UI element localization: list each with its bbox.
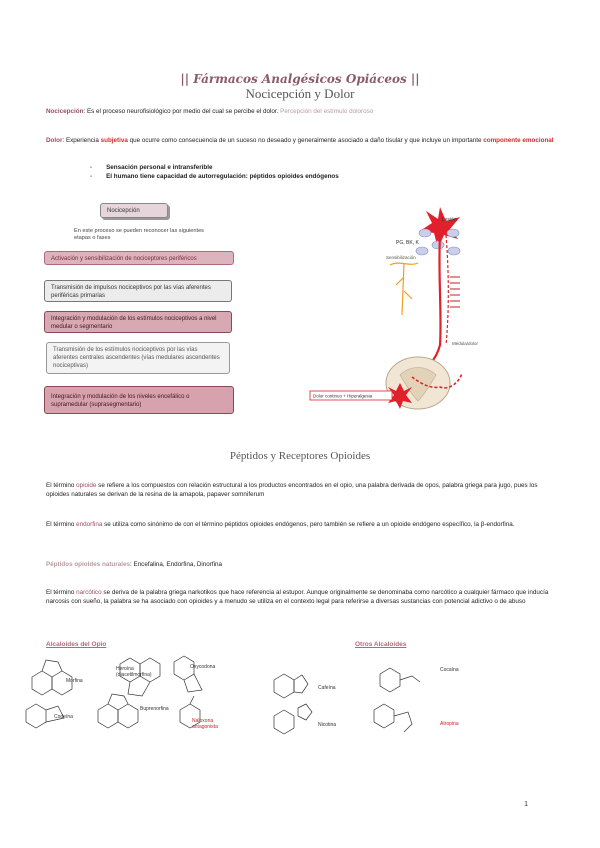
nociception-pathway-figure (300, 205, 510, 415)
chem-label-codeina: Codeína (54, 714, 73, 720)
chem-label-nicotina: Nicotina (318, 722, 337, 728)
dolor-text-b: que ocurre como consecuencia de un suceso no deseado y generalmente asociado a daño tisular y que incluye un importante (127, 137, 484, 144)
term-endorfina: endorfina (76, 521, 103, 528)
label-bottom: Dolor continuo + Hiperalgesia (313, 393, 373, 399)
chem-label-naloxona: Naloxona antagonista (192, 718, 218, 730)
nocicepcion-definition (46, 107, 566, 116)
chem-label-buprenorfina: Buprenorfina (140, 706, 169, 712)
dolor-term: Dolor (46, 137, 63, 144)
bullet-item: - Sensación personal e intransferible (90, 164, 213, 171)
mediator-cell (419, 229, 431, 237)
term-peptidos-naturales: Péptidos opioides naturales (46, 561, 130, 568)
mediator-cell (448, 247, 460, 255)
bullet-item: - El humano tiene capacidad de autorregulación: péptidos opioides endógenos (90, 173, 339, 180)
chem-label-oxycodona: Oxycodona (190, 664, 216, 670)
flow-step-1: Activación y sensibilización de nociceptores periféricos (44, 251, 234, 265)
flow-head-box (100, 203, 168, 218)
dolor-emocional: componente emocional (483, 137, 554, 144)
dolor-subjetiva: subjetiva (100, 137, 128, 144)
chem-label-atropina: Atropina (440, 721, 459, 727)
term-narcotico: narcótico (76, 589, 102, 596)
opium-alkaloids-heading: Alcaloides del Opio (46, 641, 107, 648)
label-medulla: Médula/dolor (452, 341, 479, 346)
flow-lead: En este proceso se pueden reconocer las siguientes etapas o fases (74, 228, 204, 241)
nocicepcion-tail: Percepción del estímulo doloroso (278, 108, 374, 115)
flow-step-5: Integración y modulación de los niveles encefálico o supramedular (suprasegmentario) (44, 386, 234, 414)
chem-label-cocaina: Cocaína (440, 667, 459, 673)
other-alkaloid-structures (262, 660, 462, 745)
paragraph-peptidos-naturales: Péptidos opioides naturales: Encefalina, Endorfina, Dinorfina (46, 561, 223, 568)
nocicepcion-term: Nocicepción (46, 108, 84, 115)
label-lesion: Lesión (442, 217, 457, 223)
mediator-cell (416, 247, 428, 255)
label-mediators: PG, BK, K (396, 240, 419, 246)
paragraph-narcotico: El término narcótico se deriva de la palabra griega narkotikos que hace referencia al estupor. Aunque originalmente se denominaba como narcótico a cualquier fármaco que inducía narcosis con sueño, la palabra se ha asociado con opioides y a menudo se utiliza en el contexto legal para referirse a diversas sustancias con potencial adictivo o de abuso (46, 589, 549, 605)
label-sensitization: Sensibilización (386, 255, 416, 260)
mediator-cell (447, 229, 459, 237)
flow-head-label: Nocicepción (107, 208, 140, 214)
paragraph-opioide: El término opioide se refiere a los compuestos con relación estructural a los productos encontrados en el opio, una palabra derivada de opos, palabra griega para jugo, pues los opioides naturales se derivan de la resina de la amapola, papaver somniferum (46, 482, 538, 498)
other-alkaloids-heading: Otros Alcaloides (355, 641, 407, 648)
nocicepcion-text: : Es el proceso neurofisiológico por medio del cual se percibe el dolor. (83, 108, 279, 115)
page-subtitle: Nocicepción y Dolor (245, 86, 355, 101)
section-heading-peptidos: Péptidos y Receptores Opioides (229, 450, 371, 462)
paragraph-endorfina: El término endorfina se utiliza como sinónimo de con el término péptidos opioides endógenos, pero también se refiere a un opioide endógeno específico, la β-endorfina. (46, 521, 515, 528)
dolor-text-a: : Experiencia (62, 137, 101, 144)
chem-label-morfina: Morfina (66, 678, 83, 684)
mediator-cell (432, 241, 444, 249)
chem-label-heroina: Heroína (diacetilmorfina) (116, 666, 152, 678)
flow-step-2: Transmisión de impulsos nociceptivos por las vías aferentes periféricas primarias (44, 280, 232, 302)
page-title: || Fármacos Analgésicos Opiáceos || (180, 72, 420, 86)
flow-step-3: Integración y modulación de los estímulos nociceptivos a nivel medular o segmentario (44, 311, 232, 333)
chem-label-cafeina: Cafeína (318, 685, 336, 691)
bullet-list (90, 163, 510, 181)
page-number: 1 (524, 801, 528, 808)
term-opioide: opioide (76, 482, 97, 489)
flow-step-4: Transmisión de los estímulos nociceptivos por las vías aferentes centrales ascendentes (vías medulares ascendentes nociceptivas) (46, 342, 230, 374)
dolor-definition (46, 136, 566, 145)
